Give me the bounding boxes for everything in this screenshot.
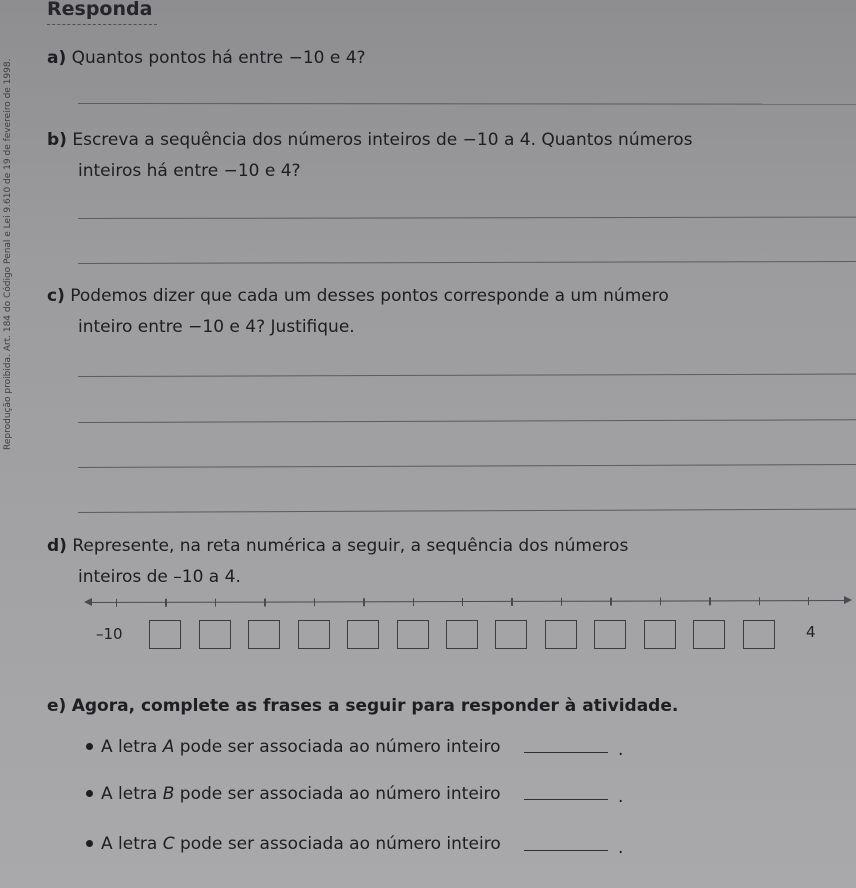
bullet-b — [86, 790, 93, 797]
number-line-answer-box[interactable] — [347, 620, 379, 649]
sentence-c-end: . — [618, 838, 624, 858]
sentence-a-suffix: pode ser associada ao número inteiro — [174, 737, 501, 757]
question-c-text-line1: Podemos dizer que cada um desses pontos corresponde a um número — [70, 286, 669, 306]
sentence-c-prefix: A letra — [101, 834, 163, 854]
question-c — [47, 280, 669, 312]
question-a-letter: a) — [47, 48, 67, 68]
question-b-letter: b) — [47, 130, 67, 150]
section-title: Responda — [47, 0, 153, 20]
question-c-text-line2: inteiro entre −10 e 4? Justifique. — [78, 317, 355, 337]
number-line-start-label: –10 — [96, 625, 123, 643]
sentence-a-prefix: A letra — [101, 737, 163, 757]
sentence-b-letter: B — [162, 784, 175, 804]
number-line-answer-box[interactable] — [149, 620, 181, 649]
sentence-a — [101, 731, 501, 763]
number-line — [88, 600, 848, 603]
sentence-c-suffix: pode ser associada ao número inteiro — [174, 834, 501, 854]
bullet-c — [86, 840, 93, 847]
number-line-tick — [808, 597, 809, 605]
number-line-tick — [511, 598, 512, 606]
question-c-line2 — [78, 311, 355, 343]
number-line-tick — [314, 598, 315, 606]
answer-line-c1[interactable] — [78, 374, 856, 377]
number-line-tick — [215, 599, 216, 607]
number-line-tick — [462, 598, 463, 606]
question-d-line2 — [78, 561, 241, 593]
number-line-tick — [610, 598, 611, 606]
number-line-answer-box[interactable] — [743, 620, 775, 649]
question-a-text: Quantos pontos há entre −10 e 4? — [71, 48, 366, 68]
number-line-left-arrow — [84, 598, 92, 606]
question-b-text-line1: Escreva a sequência dos números inteiros de −10 a 4. Quantos números — [72, 130, 693, 150]
question-d-letter: d) — [47, 536, 67, 556]
answer-line-b2[interactable] — [78, 261, 856, 264]
copyright-text: Reprodução proibida. Art. 184 do Código Penal e Lei 9.610 de 19 de fevereiro de 1998. — [3, 58, 13, 450]
answer-line-b1[interactable] — [78, 217, 856, 219]
number-line-tick — [660, 597, 661, 605]
question-b — [47, 124, 693, 156]
question-c-letter: c) — [47, 286, 65, 306]
blank-b[interactable] — [524, 799, 608, 800]
number-line-end-label: 4 — [806, 623, 816, 641]
sentence-c-letter: C — [162, 834, 175, 854]
question-d-text-line2: inteiros de –10 a 4. — [78, 567, 241, 587]
number-line-tick — [165, 599, 166, 607]
number-line-tick — [116, 599, 117, 607]
question-e — [47, 690, 678, 722]
question-a — [47, 42, 366, 74]
number-line-answer-box[interactable] — [693, 620, 725, 649]
blank-c[interactable] — [524, 850, 608, 851]
sentence-b-end: . — [618, 787, 624, 807]
question-d-text-line1: Represente, na reta numérica a seguir, a sequência dos números — [72, 536, 629, 556]
number-line-answer-box[interactable] — [298, 620, 330, 649]
question-b-line2 — [78, 155, 301, 187]
answer-line-a1[interactable] — [78, 103, 856, 105]
title-underline — [47, 24, 157, 25]
number-line-answer-box[interactable] — [199, 620, 231, 649]
number-line-answer-box[interactable] — [644, 620, 676, 649]
question-b-text-line2: inteiros há entre −10 e 4? — [78, 161, 301, 181]
question-e-text: Agora, complete as frases a seguir para responder à atividade. — [71, 696, 679, 716]
number-line-answer-box[interactable] — [545, 620, 577, 649]
number-line-tick — [759, 597, 760, 605]
question-e-letter: e) — [47, 696, 67, 716]
number-line-tick — [561, 598, 562, 606]
answer-line-c4[interactable] — [78, 509, 856, 513]
sentence-b — [101, 778, 501, 810]
number-line-tick — [363, 598, 364, 606]
number-line-answer-box[interactable] — [594, 620, 626, 649]
sentence-c — [101, 828, 501, 860]
blank-a[interactable] — [524, 752, 608, 753]
sentence-a-letter: A — [162, 737, 175, 757]
sentence-b-suffix: pode ser associada ao número inteiro — [174, 784, 501, 804]
question-d — [47, 530, 628, 562]
answer-line-c3[interactable] — [78, 464, 856, 468]
number-line-answer-box[interactable] — [446, 620, 478, 649]
number-line-answer-box[interactable] — [495, 620, 527, 649]
copyright-side-note — [3, 58, 19, 450]
sentence-a-end: . — [618, 740, 624, 760]
number-line-answer-box[interactable] — [397, 620, 429, 649]
number-line-right-arrow — [844, 596, 852, 604]
sentence-b-prefix: A letra — [101, 784, 163, 804]
number-line-tick — [709, 597, 710, 605]
number-line-tick — [264, 599, 265, 607]
answer-line-c2[interactable] — [78, 419, 856, 423]
bullet-a — [86, 743, 93, 750]
number-line-tick — [413, 598, 414, 606]
number-line-answer-box[interactable] — [248, 620, 280, 649]
